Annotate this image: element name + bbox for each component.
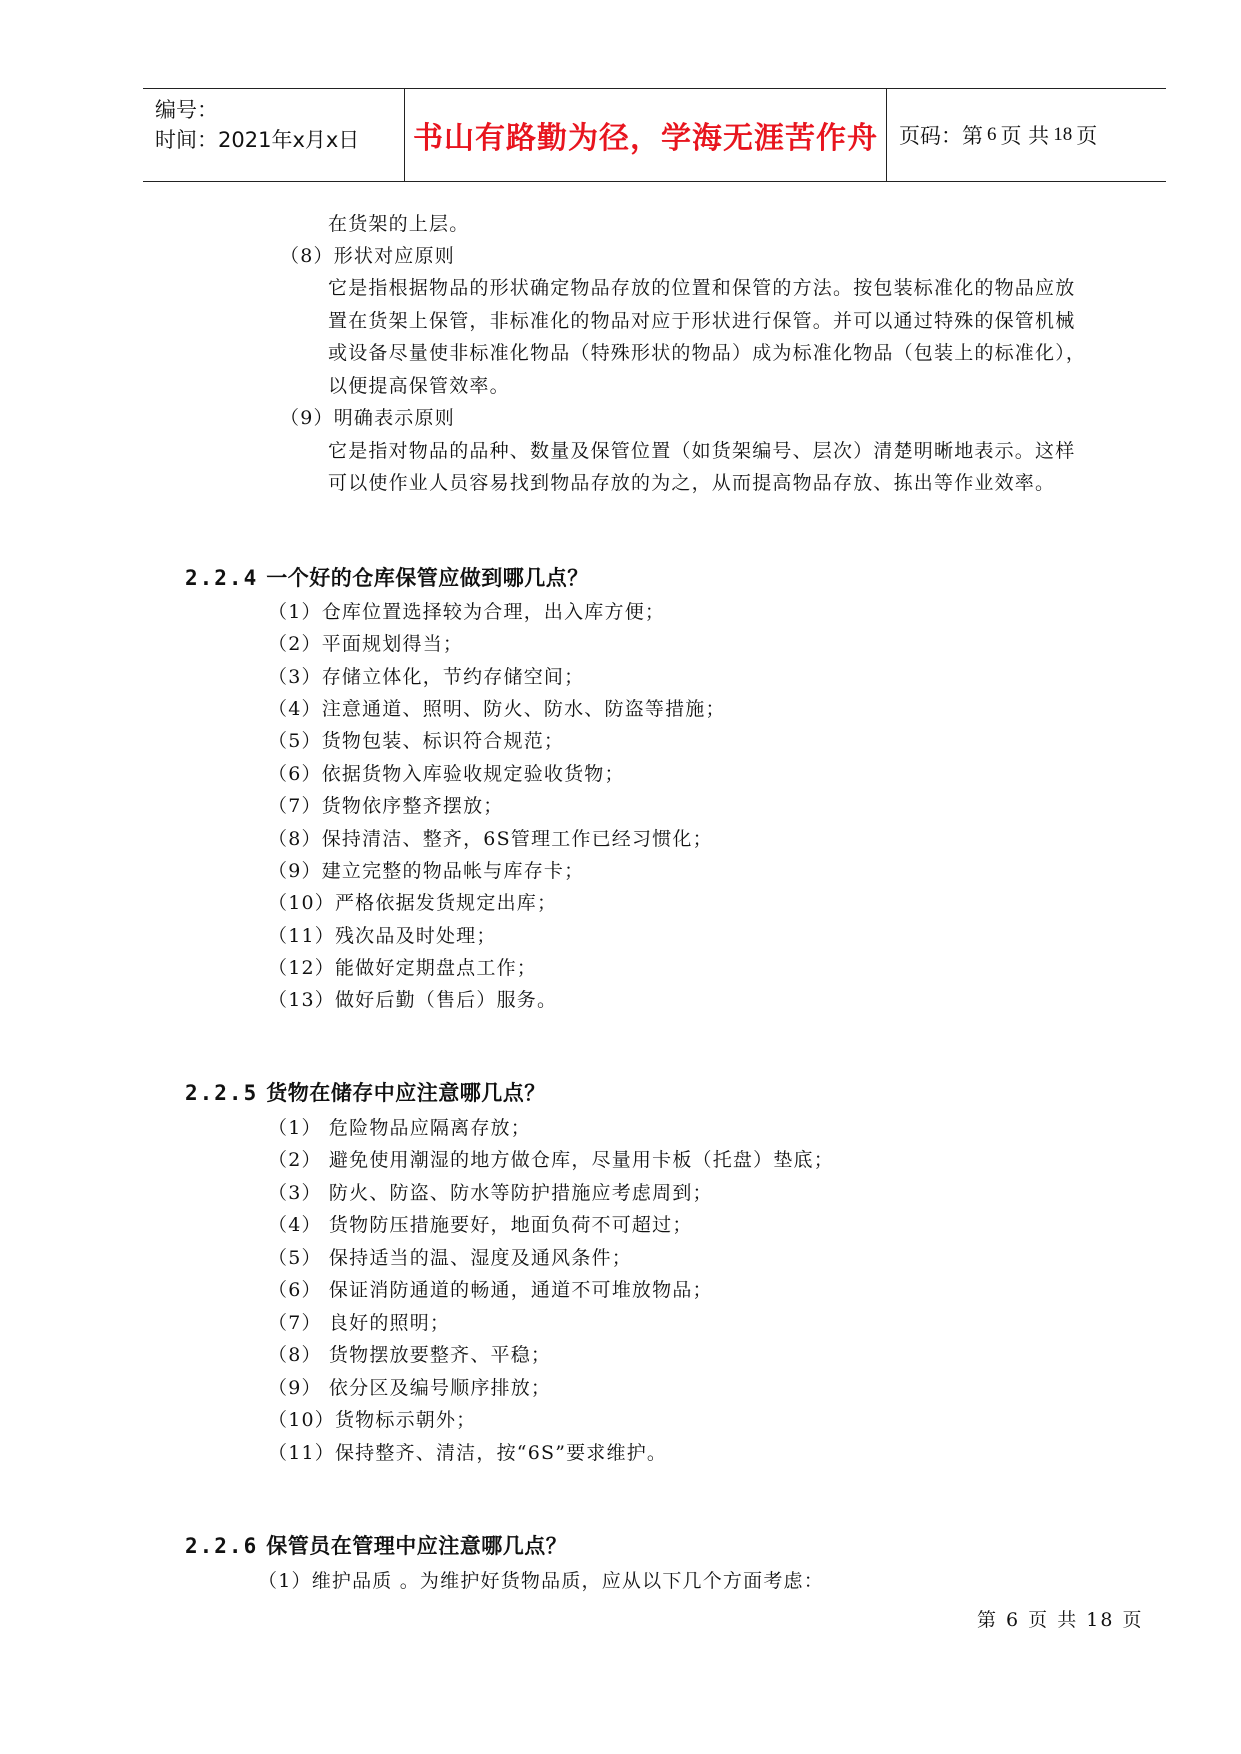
section-number: 2.2.5: [185, 1081, 259, 1105]
section-title: 一个好的仓库保管应做到哪几点？: [266, 566, 589, 590]
list-item: （10）货物标示朝外；: [268, 1409, 477, 1431]
item8-title: （8）形状对应原则: [280, 245, 455, 267]
item9-title: （9）明确表示原则: [280, 407, 455, 429]
list-item: （2）平面规划得当；: [268, 633, 464, 655]
item9-body-line: 它是指对物品的品种、数量及保管位置（如货架编号、层次）清楚明晰地表示。这样: [328, 440, 1076, 462]
list-item: （8）保持清洁、整齐，6S管理工作已经习惯化；: [268, 828, 713, 850]
section-title: 保管员在管理中应注意哪几点？: [266, 1534, 568, 1558]
section-number: 2.2.6: [185, 1534, 259, 1558]
section-heading: [185, 1077, 546, 1107]
list-item: （6） 保证消防通道的畅通，通道不可堆放物品；: [268, 1279, 713, 1301]
list-item: （11）保持整齐、清洁，按“6S”要求维护。: [268, 1442, 668, 1464]
item9-body-line: 可以使作业人员容易找到物品存放的为之，从而提高物品存放、拣出等作业效率。: [328, 472, 1056, 494]
page-middle: 页 共: [1000, 124, 1050, 148]
document-number-label: 编号：: [155, 98, 218, 122]
list-item: （11）残次品及时处理；: [268, 925, 497, 947]
section-heading: [185, 562, 589, 592]
list-item: （5） 保持适当的温、湿度及通风条件；: [268, 1247, 632, 1269]
document-time-label: 时间：2021年x月x日: [155, 128, 360, 152]
list-item: （4） 货物防压措施要好，地面负荷不可超过；: [268, 1214, 693, 1236]
list-item: （9） 依分区及编号顺序排放；: [268, 1377, 552, 1399]
list-item: （5）货物包装、标识符合规范；: [268, 730, 565, 752]
list-item: （6）依据货物入库验收规定验收货物；: [268, 763, 625, 785]
item8-body-line: 置在货架上保管，非标准化的物品对应于形状进行保管。并可以通过特殊的保管机械: [328, 310, 1076, 332]
list-item: （10）严格依据发货规定出库；: [268, 892, 558, 914]
page-header: [143, 88, 1166, 182]
list-item: （7） 良好的照明；: [268, 1312, 451, 1334]
page-suffix: 页: [1076, 124, 1098, 148]
list-item: （2） 避免使用潮湿的地方做仓库，尽量用卡板（托盘）垫底；: [268, 1149, 834, 1171]
page-total: 18: [1053, 124, 1073, 145]
item8-body-line: 以便提高保管效率。: [328, 375, 510, 397]
section-title: 货物在储存中应注意哪几点？: [266, 1081, 546, 1105]
section-number: 2.2.4: [185, 566, 259, 590]
page-current: 6: [987, 124, 997, 145]
header-motto: 书山有路勤为径，学海无涯苦作舟: [404, 89, 887, 181]
page-prefix: 页码：第: [899, 124, 983, 148]
page-footer: 第 6 页 共 18 页: [977, 1609, 1144, 1631]
list-item: （3） 防火、防盗、防水等防护措施应考虑周到；: [268, 1182, 713, 1204]
list-item: （1）仓库位置选择较为合理，出入库方便；: [268, 601, 666, 623]
header-meta: [143, 89, 404, 181]
list-item: （12）能做好定期盘点工作；: [268, 957, 537, 979]
list-item: （9）建立完整的物品帐与库存卡；: [268, 860, 585, 882]
item8-body-line: 或设备尽量使非标准化物品（特殊形状的物品）成为标准化物品（包装上的标准化），: [328, 342, 1087, 364]
item8-body-line: 它是指根据物品的形状确定物品存放的位置和保管的方法。按包装标准化的物品应放: [328, 277, 1076, 299]
list-item: （3）存储立体化，节约存储空间；: [268, 666, 585, 688]
list-item: （7）货物依序整齐摆放；: [268, 795, 504, 817]
list-item: （8） 货物摆放要整齐、平稳；: [268, 1344, 552, 1366]
header-page-number: [887, 89, 1166, 181]
continued-line: 在货架的上层。: [328, 213, 470, 235]
list-item: （1） 危险物品应隔离存放；: [268, 1117, 531, 1139]
section-heading: [185, 1530, 567, 1560]
list-item: （13）做好后勤（售后）服务。: [268, 989, 558, 1011]
list-item: （4）注意通道、照明、防火、防水、防盗等措施；: [268, 698, 726, 720]
list-item: （1）维护品质 。为维护好货物品质，应从以下几个方面考虑：: [258, 1570, 824, 1592]
